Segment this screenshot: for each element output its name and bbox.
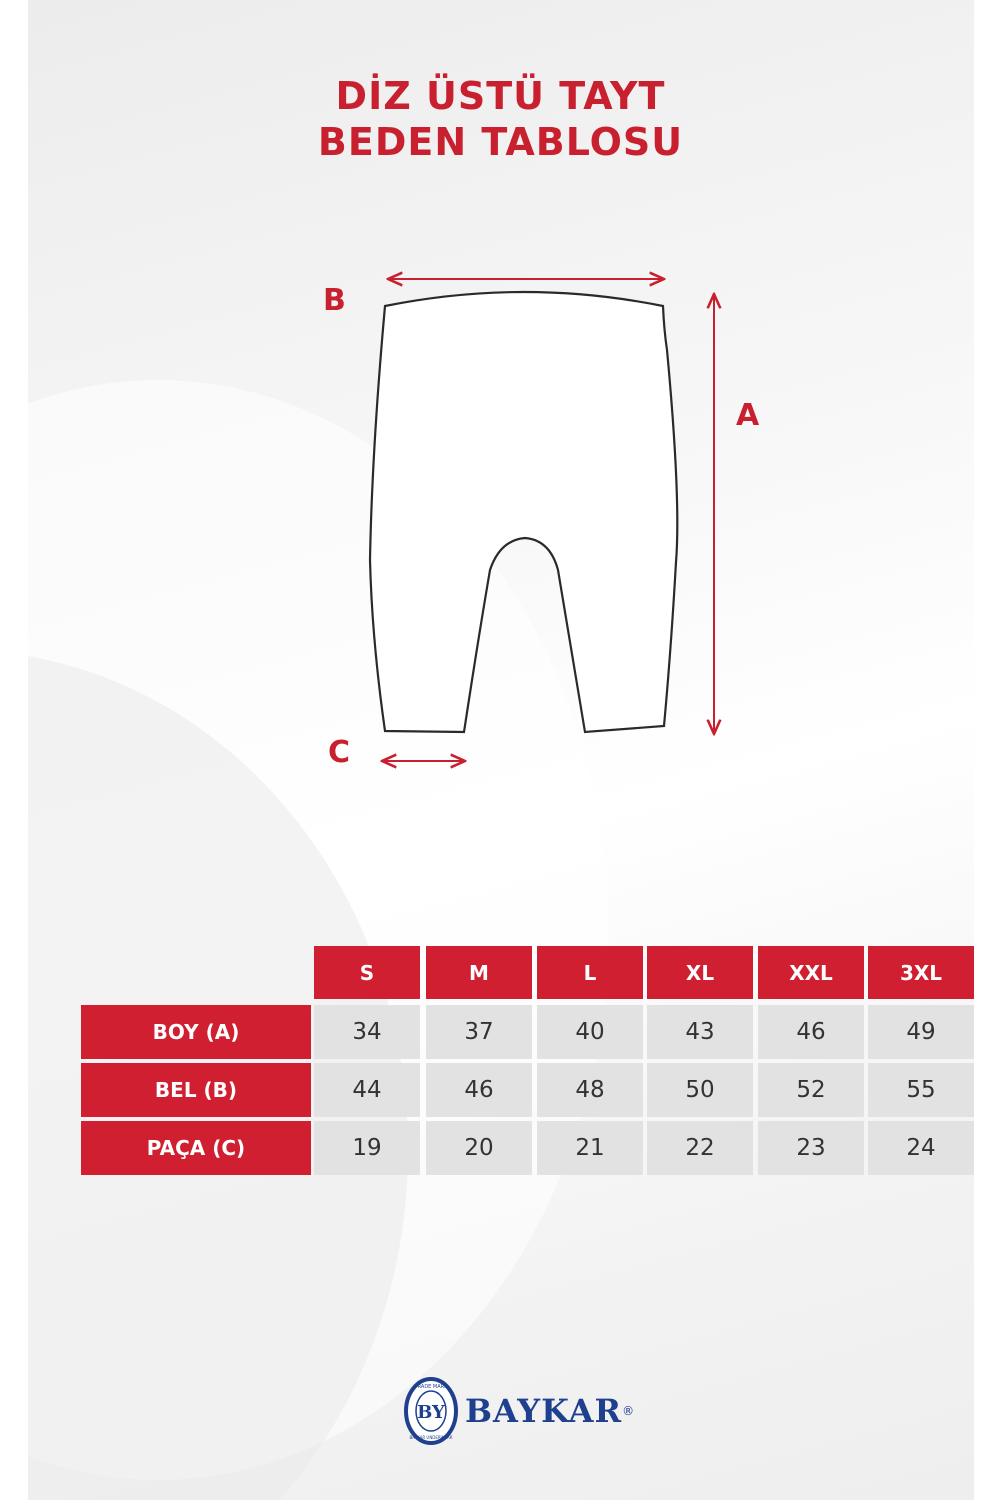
table-cell: 49 <box>868 1005 974 1059</box>
table-cell: 22 <box>647 1121 753 1175</box>
table-cell: 23 <box>758 1121 864 1175</box>
row-label: PAÇA (C) <box>81 1121 311 1175</box>
title-line-1: DİZ ÜSTÜ TAYT <box>335 74 666 118</box>
emblem-monogram: BY <box>417 1402 445 1423</box>
size-header-l: L <box>537 946 643 999</box>
registered-mark: ® <box>622 1404 635 1418</box>
label-c: C <box>328 735 351 770</box>
table-cell: 40 <box>537 1005 643 1059</box>
size-header-xl: XL <box>647 946 753 999</box>
table-cell: 46 <box>758 1005 864 1059</box>
table-cell: 21 <box>537 1121 643 1175</box>
table-cell: 44 <box>314 1063 420 1117</box>
size-header-3xl: 3XL <box>868 946 974 999</box>
table-cell: 37 <box>426 1005 532 1059</box>
table-cell: 43 <box>647 1005 753 1059</box>
table-cell: 48 <box>537 1063 643 1117</box>
baykar-logo <box>403 1376 634 1446</box>
table-cell: 20 <box>426 1121 532 1175</box>
table-cell: 19 <box>314 1121 420 1175</box>
size-header-xxl: XXL <box>758 946 864 999</box>
emblem-top-text: TRADE MARK <box>414 1384 448 1390</box>
row-label: BEL (B) <box>81 1063 311 1117</box>
label-b: B <box>323 283 346 318</box>
table-cell: 34 <box>314 1005 420 1059</box>
emblem-bottom-text: BAYKAR UNDERWEAR <box>409 1435 453 1440</box>
legging-outline <box>370 292 677 732</box>
brand-name: BAYKAR <box>465 1392 623 1430</box>
table-cell: 52 <box>758 1063 864 1117</box>
table-cell: 46 <box>426 1063 532 1117</box>
baykar-emblem-icon <box>403 1376 459 1446</box>
title-line-2: BEDEN TABLOSU <box>317 120 684 164</box>
table-cell: 55 <box>868 1063 974 1117</box>
label-a: A <box>736 398 760 433</box>
size-header-s: S <box>314 946 420 999</box>
size-header-m: M <box>426 946 532 999</box>
table-cell: 24 <box>868 1121 974 1175</box>
row-label: BOY (A) <box>81 1005 311 1059</box>
table-cell: 50 <box>647 1063 753 1117</box>
